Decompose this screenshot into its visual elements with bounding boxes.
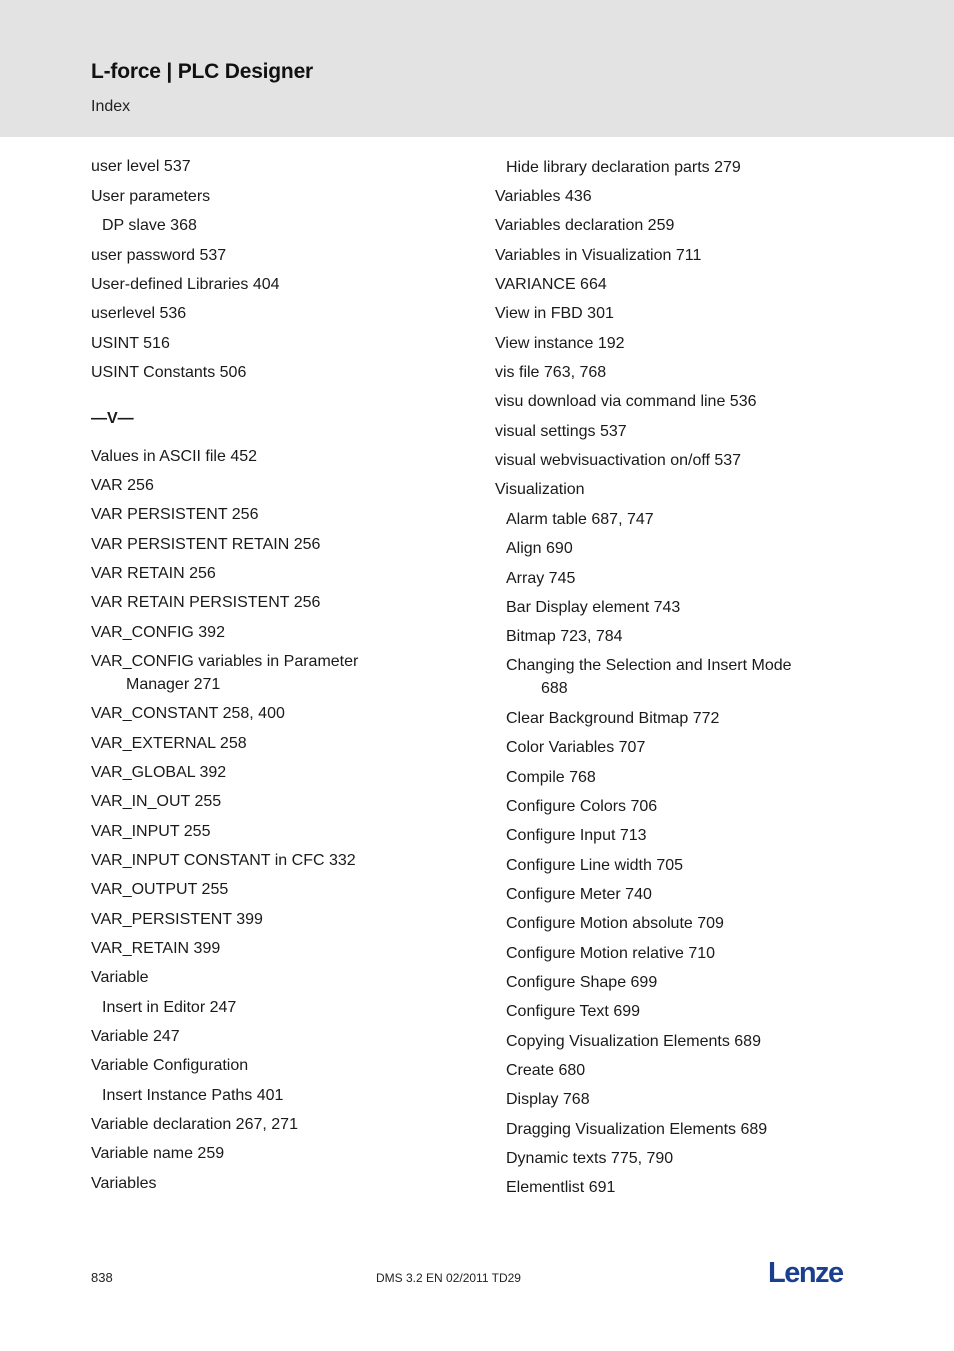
index-subentry (506, 1147, 673, 1170)
index-entry (91, 1142, 224, 1165)
index-entry-text: Variables (91, 1175, 157, 1192)
index-entry (91, 966, 149, 989)
index-entry (91, 761, 226, 784)
index-entry (91, 332, 170, 355)
index-entry-text: Bitmap 723, 784 (506, 628, 623, 645)
index-entry-text: Variables 436 (495, 188, 592, 205)
page-header (0, 0, 954, 137)
index-subentry (506, 1059, 585, 1082)
index-entry-text: vis file 763, 768 (495, 364, 607, 381)
svg-text:Lenze: Lenze (768, 1257, 843, 1286)
index-entry (91, 185, 210, 208)
index-entry-text: VAR_CONFIG 392 (91, 624, 225, 641)
index-entry-text: Configure Line width 705 (506, 857, 684, 874)
index-entry (495, 332, 625, 355)
index-entry-text: Configure Shape 699 (506, 974, 658, 991)
index-entry-text: Variable Configuration (91, 1057, 249, 1074)
index-entry-text: Variable 247 (91, 1028, 180, 1045)
index-entry (91, 562, 216, 585)
index-entry-text: Configure Colors 706 (506, 798, 658, 815)
index-entry (91, 702, 285, 725)
index-entry-text: visual settings 537 (495, 423, 627, 440)
index-subentry (506, 912, 724, 935)
index-entry-text: Configure Text 699 (506, 1003, 641, 1020)
index-entry-text: Dragging Visualization Elements 689 (506, 1121, 768, 1138)
index-entry-text: Values in ASCII file 452 (91, 448, 258, 465)
index-entry-text: Changing the Selection and Insert Mode (506, 657, 792, 674)
index-entry (91, 361, 246, 384)
index-entry (91, 621, 225, 644)
index-subentry (506, 883, 652, 906)
index-entry (495, 185, 592, 208)
index-entry-text: Variables declaration 259 (495, 217, 675, 234)
index-entry-text: Configure Motion absolute 709 (506, 915, 724, 932)
index-subentry (506, 707, 719, 730)
index-entry (495, 478, 585, 501)
section-title: Index (91, 98, 131, 115)
index-entry-text: VARIANCE 664 (495, 276, 607, 293)
index-subentry (506, 156, 741, 179)
index-entry-text: Hide library declaration parts 279 (506, 159, 741, 176)
index-entry (495, 302, 614, 325)
index-subentry (506, 942, 715, 965)
index-entry (495, 449, 741, 472)
index-entry-text: USINT 516 (91, 335, 170, 352)
index-entry (91, 244, 226, 267)
index-entry-text: Color Variables 707 (506, 739, 646, 756)
index-entry-text: View instance 192 (495, 335, 625, 352)
index-subentry (506, 625, 623, 648)
index-subentry (506, 1088, 590, 1111)
index-entry-text: Insert Instance Paths 401 (102, 1087, 284, 1104)
index-entry-text: VAR_EXTERNAL 258 (91, 735, 247, 752)
index-subentry (506, 654, 792, 700)
index-entry-text: Compile 768 (506, 769, 596, 786)
document-code: DMS 3.2 EN 02/2011 TD29 (376, 1271, 521, 1285)
index-entry-text: Visualization (495, 481, 585, 498)
index-letter-heading (91, 407, 134, 430)
index-entry-text: VAR_INPUT CONSTANT in CFC 332 (91, 852, 356, 869)
index-entry-text: Clear Background Bitmap 772 (506, 710, 720, 727)
index-entry-text: VAR 256 (91, 477, 154, 494)
index-entry-text: VAR_OUTPUT 255 (91, 881, 229, 898)
index-subentry (506, 567, 575, 590)
index-subentry (506, 1176, 615, 1199)
index-entry-text: VAR_CONFIG variables in Parameter (91, 653, 359, 670)
index-entry (91, 533, 320, 556)
index-subentry (506, 854, 683, 877)
index-entry-text: Variable name 259 (91, 1145, 225, 1162)
index-entry-text: Configure Input 713 (506, 827, 647, 844)
index-entry (91, 503, 258, 526)
index-entry-text: DP slave 368 (102, 217, 197, 234)
page-number: 838 (91, 1270, 113, 1285)
index-entry (91, 1025, 180, 1048)
index-entry (91, 878, 228, 901)
index-entry (91, 474, 154, 497)
index-entry (91, 820, 210, 843)
index-entry (495, 390, 756, 413)
index-entry (91, 445, 257, 468)
index-subentry (506, 824, 647, 847)
index-entry (91, 650, 358, 696)
index-entry (495, 273, 607, 296)
index-entry-continuation: 688 (541, 680, 568, 697)
index-entry-text: Dynamic texts 775, 790 (506, 1150, 674, 1167)
index-entry (91, 1054, 248, 1077)
index-entry-text: Variable (91, 969, 149, 986)
index-entry-text: Alarm table 687, 747 (506, 511, 654, 528)
index-subentry (102, 996, 236, 1019)
index-entry-text: Bar Display element 743 (506, 599, 681, 616)
index-subentry (506, 971, 657, 994)
index-entry (495, 244, 701, 267)
index-entry-text: VAR PERSISTENT 256 (91, 506, 259, 523)
index-entry-text: Array 745 (506, 570, 576, 587)
index-entry (91, 849, 356, 872)
index-entry (91, 302, 186, 325)
index-entry-text: User-defined Libraries 404 (91, 276, 280, 293)
index-entry-text: userlevel 536 (91, 305, 187, 322)
index-subentry (506, 795, 657, 818)
document-title: L-force | PLC Designer (91, 60, 314, 83)
index-entry-text: Insert in Editor 247 (102, 999, 237, 1016)
index-subentry (506, 596, 680, 619)
index-entry-text: USINT Constants 506 (91, 364, 247, 381)
index-subentry (506, 537, 573, 560)
index-entry-text: visual webvisuactivation on/off 537 (495, 452, 742, 469)
index-subentry (506, 1030, 761, 1053)
index-entry-text: Align 690 (506, 540, 573, 557)
index-subentry (506, 766, 596, 789)
index-entry-text: VAR_GLOBAL 392 (91, 764, 227, 781)
index-entry-text: View in FBD 301 (495, 305, 614, 322)
index-entry (495, 361, 606, 384)
index-entry-text: VAR_IN_OUT 255 (91, 793, 222, 810)
index-entry (91, 732, 247, 755)
index-entry-text: VAR_CONSTANT 258, 400 (91, 705, 285, 722)
index-entry-text: VAR PERSISTENT RETAIN 256 (91, 536, 321, 553)
index-subentry (506, 508, 654, 531)
index-entry-text: VAR_PERSISTENT 399 (91, 911, 263, 928)
index-entry-text: user password 537 (91, 247, 227, 264)
index-entry-text: visu download via command line 536 (495, 393, 757, 410)
index-subentry (102, 1084, 283, 1107)
index-entry (91, 937, 220, 960)
index-subentry (506, 1118, 767, 1141)
index-entry (91, 591, 320, 614)
index-entry-text: Configure Meter 740 (506, 886, 652, 903)
index-subentry (102, 214, 197, 237)
index-subentry (506, 1000, 640, 1023)
index-entry (91, 155, 191, 178)
index-entry-text: User parameters (91, 188, 211, 205)
index-entry-text: Create 680 (506, 1062, 586, 1079)
index-entry (91, 1113, 298, 1136)
index-entry-text: Display 768 (506, 1091, 590, 1108)
index-entry-text: VAR RETAIN 256 (91, 565, 216, 582)
index-entry-continuation: Manager 271 (126, 676, 221, 693)
index-entry-text: Elementlist 691 (506, 1179, 616, 1196)
lenze-logo (768, 1256, 852, 1291)
index-entry-text: VAR_RETAIN 399 (91, 940, 221, 957)
index-entry (91, 273, 280, 296)
index-entry-text: —V— (91, 410, 134, 427)
index-entry-text: VAR_INPUT 255 (91, 823, 211, 840)
index-entry-text: Variable declaration 267, 271 (91, 1116, 298, 1133)
index-entry (495, 420, 627, 443)
index-entry (495, 214, 674, 237)
index-entry-text: Variables in Visualization 711 (495, 247, 702, 264)
index-entry-text: VAR RETAIN PERSISTENT 256 (91, 594, 321, 611)
index-subentry (506, 736, 645, 759)
index-entry-text: Copying Visualization Elements 689 (506, 1033, 761, 1050)
index-entry-text: Configure Motion relative 710 (506, 945, 716, 962)
index-entry-text: user level 537 (91, 158, 191, 175)
index-entry (91, 1172, 157, 1195)
index-entry (91, 908, 263, 931)
index-entry (91, 790, 221, 813)
